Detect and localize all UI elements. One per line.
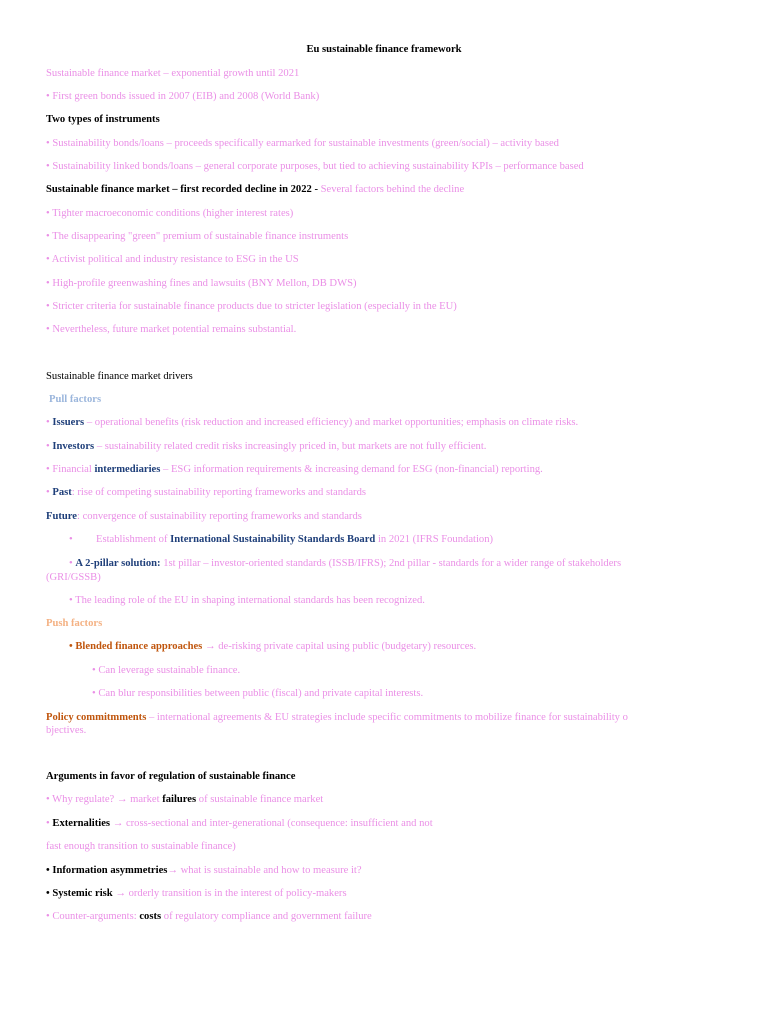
- decline-heading: Sustainable finance market – first recorded decline in 2022 -: [46, 184, 318, 195]
- eu-role-line: • The leading role of the EU in shaping international standards has been recognized.: [69, 595, 425, 606]
- failures-keyword: failures: [162, 794, 197, 805]
- blended-finance-line: [69, 640, 476, 654]
- instrument-item: • Sustainability linked bonds/loans – general corporate purposes, but tied to achieving sustainability KPIs – performance based: [46, 161, 584, 172]
- blended-finance-keyword: • Blended finance approaches: [69, 641, 203, 652]
- issuers-text: – operational benefits (risk reduction and increased efficiency) and market opportunities; emphasis on climate risks.: [84, 417, 579, 428]
- intermediaries-keyword: intermediaries: [94, 464, 161, 475]
- issuers-line: [46, 416, 578, 430]
- push-factors-label: Push factors: [46, 618, 103, 629]
- decline-heading-tail: Several factors behind the decline: [320, 184, 465, 195]
- intermediaries-prefix: Financial: [52, 464, 95, 475]
- pillar-line: [69, 557, 621, 571]
- why-regulate-prefix: • Why regulate? → market: [46, 794, 163, 805]
- decline-factor: • Activist political and industry resistance to ESG in the US: [46, 254, 299, 265]
- counter-arguments-prefix: • Counter-arguments:: [46, 911, 140, 922]
- pillar-keyword: A 2-pillar solution:: [75, 558, 161, 569]
- past-keyword: Past: [52, 487, 72, 498]
- policy-line: [46, 711, 628, 725]
- investors-text: – sustainability related credit risks increasingly priced in, but markets are not fully efficient.: [94, 441, 487, 452]
- externalities-line: [46, 817, 433, 831]
- counter-arguments-text: of regulatory compliance and government failure: [161, 911, 372, 922]
- intermediaries-line: [46, 463, 543, 477]
- policy-text: – international agreements & EU strategies include specific commitments to mobilize finance for sustainability o: [146, 712, 628, 723]
- bullet: •: [46, 464, 50, 475]
- decline-heading-line: [46, 183, 464, 197]
- pillar-continuation: (GRI/GSSB): [46, 572, 101, 583]
- decline-factor: • High-profile greenwashing fines and lawsuits (BNY Mellon, DB DWS): [46, 278, 357, 289]
- pillar-text: 1st pillar – investor-oriented standards (ISSB/IFRS); 2nd pillar - standards for a wider range of stakeholders: [160, 558, 622, 569]
- decline-factor: • The disappearing "green" premium of sustainable finance instruments: [46, 231, 349, 242]
- bullet: •: [46, 441, 50, 452]
- future-line: [46, 510, 362, 524]
- externalities-keyword: Externalities: [52, 818, 111, 829]
- bullet: •: [69, 534, 73, 545]
- info-asymmetries-text: → what is sustainable and how to measure it?: [167, 865, 362, 876]
- future-text: : convergence of sustainability reporting frameworks and standards: [77, 511, 362, 522]
- blur-line: • Can blur responsibilities between public (fiscal) and private capital interests.: [92, 688, 424, 699]
- regulation-heading: Arguments in favor of regulation of sustainable finance: [46, 771, 296, 782]
- market-growth-line: Sustainable finance market – exponential growth until 2021: [46, 68, 300, 79]
- systemic-risk-text: → orderly transition is in the interest of policy-makers: [112, 888, 347, 899]
- externalities-text: → cross-sectional and inter-generational (consequence: insufficient and not: [110, 818, 433, 829]
- investors-keyword: Investors: [52, 441, 95, 452]
- blended-finance-text: → de-risking private capital using public (budgetary) resources.: [202, 641, 477, 652]
- leverage-line: • Can leverage sustainable finance.: [92, 665, 241, 676]
- externalities-continuation: fast enough transition to sustainable finance): [46, 841, 236, 852]
- investors-line: [46, 440, 486, 454]
- costs-keyword: costs: [139, 911, 162, 922]
- info-asymmetries-line: [46, 864, 362, 878]
- why-regulate-text: of sustainable finance market: [196, 794, 324, 805]
- bullet: •: [46, 417, 50, 428]
- issuers-keyword: Issuers: [52, 417, 85, 428]
- issb-text: in 2021 (IFRS Foundation): [375, 534, 494, 545]
- decline-factor: • Tighter macroeconomic conditions (higher interest rates): [46, 208, 294, 219]
- past-text: : rise of competing sustainability reporting frameworks and standards: [71, 487, 366, 498]
- systemic-risk-keyword: • Systemic risk: [46, 888, 113, 899]
- systemic-risk-line: [46, 887, 347, 901]
- drivers-heading: Sustainable finance market drivers: [46, 371, 193, 382]
- intermediaries-text: – ESG information requirements & increasing demand for ESG (non-financial) reporting.: [160, 464, 543, 475]
- policy-continuation: bjectives.: [46, 725, 87, 736]
- policy-keyword: Policy commitmments: [46, 712, 147, 723]
- why-regulate-line: [46, 793, 323, 807]
- bullet: •: [69, 558, 73, 569]
- issb-keyword: International Sustainability Standards Board: [170, 534, 376, 545]
- decline-factor: • Stricter criteria for sustainable finance products due to stricter legislation (especially in the EU): [46, 301, 457, 312]
- page-title: Eu sustainable finance framework: [306, 44, 462, 55]
- instrument-item: • Sustainability bonds/loans – proceeds specifically earmarked for sustainable investments (green/social) – activity based: [46, 138, 559, 149]
- future-keyword: Future: [46, 511, 77, 522]
- instruments-heading: Two types of instruments: [46, 114, 160, 125]
- counter-arguments-line: [46, 910, 372, 924]
- bullet: •: [46, 818, 50, 829]
- pull-factors-label: Pull factors: [49, 394, 102, 405]
- info-asymmetries-keyword: • Information asymmetries: [46, 865, 168, 876]
- green-bonds-line: • First green bonds issued in 2007 (EIB) and 2008 (World Bank): [46, 91, 320, 102]
- issb-line: [69, 533, 493, 547]
- decline-factor: • Nevertheless, future market potential remains substantial.: [46, 324, 297, 335]
- past-line: [46, 486, 366, 500]
- issb-prefix: Establishment of: [96, 534, 171, 545]
- bullet: •: [46, 487, 50, 498]
